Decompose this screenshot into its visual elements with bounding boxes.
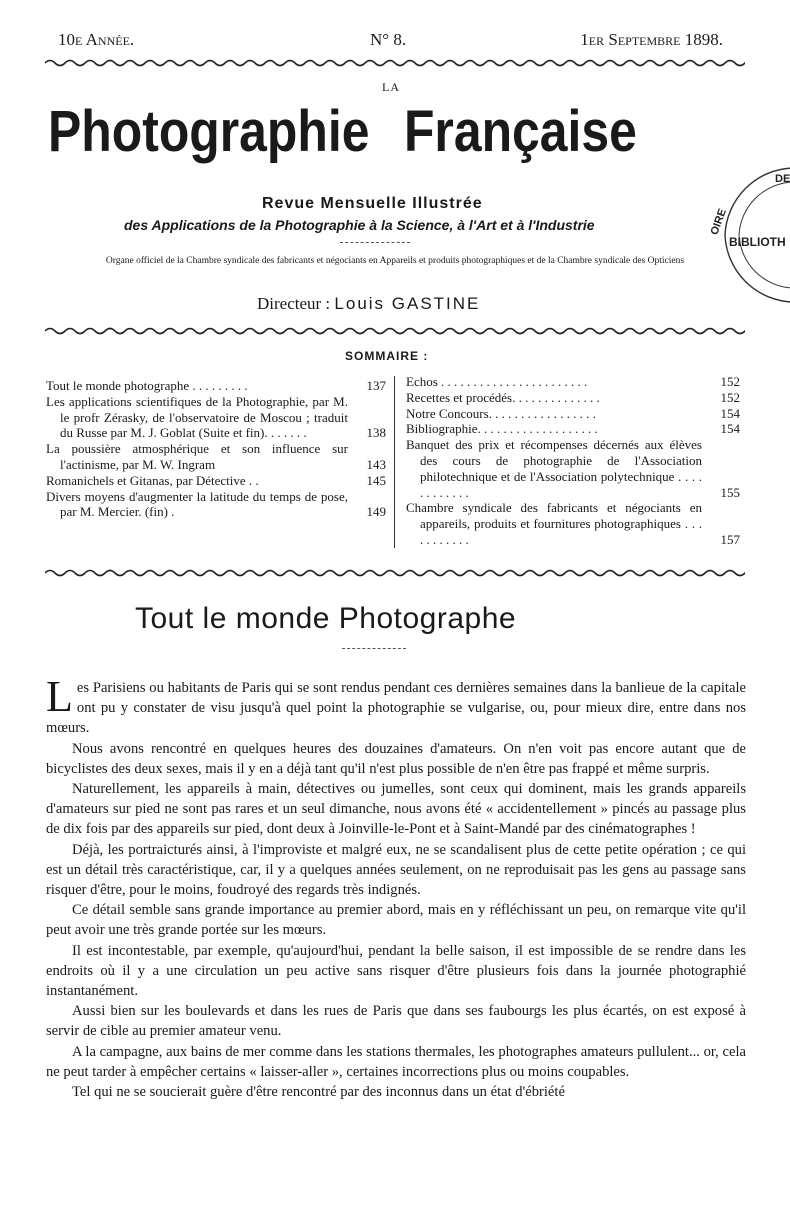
sommaire-left-column <box>46 378 386 520</box>
issue-date: 1er Septembre 1898. <box>580 30 723 49</box>
drop-cap: L <box>46 672 73 721</box>
issue-header <box>58 30 723 52</box>
article-title: Tout le monde Photographe <box>135 602 517 635</box>
article-body <box>46 672 746 1102</box>
masthead-article: LA <box>382 80 400 94</box>
article-paragraph: Ce détail semble sans grande importance au premier abord, mais en y réfléchissant un peu, on remarque vite qu'il peut avoir une très grande portée sur les mœurs. <box>46 902 746 939</box>
sommaire-title: SOMMAIRE : <box>345 349 429 363</box>
toc-entry: Recettes et procédés. . . . . . . . . . . . . . 152 <box>406 389 740 405</box>
article-paragraph: Tel qui ne se soucierait guère d'être rencontré par des inconnus dans un état d'ébriété <box>72 1084 565 1101</box>
toc-entry: Notre Concours. . . . . . . . . . . . . . . . . 154 <box>406 405 740 421</box>
title-divider <box>342 648 406 649</box>
toc-entry: La poussière atmosphérique et son influence sur l'actinisme, par M. W. Ingram 143 <box>46 441 386 472</box>
article-paragraph: A la campagne, aux bains de mer comme dans les stations thermales, les photographes amateurs pullulent... or, cela ne peut tarder à empêcher certains « laisser-aller », certaines incorrections plus ou moins coupables. <box>46 1043 746 1080</box>
article-paragraph: Naturellement, les appareils à main, détectives ou jumelles, sont ceux qui dominent, mais les grands appareils d'amateurs sur pied ne sont pas rares et un seul dimanche, nous avons été « accidentellement » pincés au passage plus de dix fois par des appareils sur pied, dont deux à Joinville-le-Pont et à Saint-Mandé par des cinématographes ! <box>46 781 746 838</box>
library-stamp <box>705 160 790 310</box>
article-paragraph: Nous avons rencontré en quelques heures des douzaines d'amateurs. On n'en voit pas encore autant que de bicyclistes des deux sexes, mais il y en a déjà tant qu'il n'est plus possible de n'en être pas frappé et même surpris. <box>46 740 746 777</box>
article-paragraph: Aussi bien sur les boulevards et dans les rues de Paris que dans ses faubourgs les plus écartés, on est exposé à servir de cible au premier amateur venu. <box>46 1003 746 1040</box>
toc-entry: Tout le monde photographe . . . . . . . . . 137 <box>46 378 386 393</box>
masthead-title: Photographie Française <box>48 99 637 164</box>
article-paragraph: Il est incontestable, par exemple, qu'aujourd'hui, pendant la belle saison, il est impossible de se rendre dans les endroits où il y a une circulation un peu active sans risquer d'être plusieurs fois dans la journée photographié instantanément. <box>46 942 746 1000</box>
toc-entry: Banquet des prix et récompenses décernés aux élèves des cours de photographie de l'Association philotechnique et de l'Association polytechnique . . . . . . . . . . . . 155 <box>406 437 740 500</box>
issue-year: 10e Année. <box>58 30 135 49</box>
sommaire-right-column <box>406 374 740 548</box>
toc-entry: Les applications scientifiques de la Photographie, par M. le profr Zérasky, de l'observatoire de Moscou ; traduit du Russe par M. J. Goblat (Suite et fin). . . . . . . 138 <box>46 393 386 441</box>
toc-entry: Romanichels et Gitanas, par Détective . . 145 <box>46 472 386 488</box>
article-paragraph: Déjà, les portraicturés ainsi, à l'improviste et malgré eux, ne se scandalisent plus de cette petite opération ; ce qui est un détail très caractéristique, car, il y a quelques années seulement, on ne reproduisait pas les gens au passage sans risquer d'être, pour le moins, foudroyé des regards très indignés. <box>46 841 746 899</box>
toc-entry: Chambre syndicale des fabricants et négociants en appareils, produits et fournitures photographiques . . . . . . . . . . . 157 <box>406 500 740 547</box>
toc-entry: Bibliographie. . . . . . . . . . . . . . . . . . . 154 <box>406 421 740 437</box>
toc-entry: Echos . . . . . . . . . . . . . . . . . . . . . . . 152 <box>406 374 740 389</box>
stamp-text-1: DE <box>775 173 790 185</box>
article-paragraph: Les Parisiens ou habitants de Paris qui se sont rendus pendant ces dernières semaines dans la banlieue de la capitale ont pu y constater de visu jusqu'à quel point la photographie se vulgarise, ou, pour mieux dire, entre dans nos mœurs. <box>46 672 746 737</box>
tagline-divider <box>340 242 410 244</box>
organe-officiel: Organe officiel de la Chambre syndicale des fabricants et négociants en Appareils et produits photographiques et de la Chambre syndicale des Opticiens <box>105 256 685 266</box>
sommaire-column-divider <box>394 376 395 548</box>
masthead-subtitle: Revue Mensuelle Illustrée <box>262 195 483 212</box>
stamp-text-3: BIBLIOTH <box>729 235 786 249</box>
issue-number: N° 8. <box>370 30 407 49</box>
masthead-tagline: des Applications de la Photographie à la Science, à l'Art et à l'Industrie <box>124 217 595 233</box>
ornament-rule-middle <box>45 326 745 336</box>
toc-entry: Divers moyens d'augmenter la latitude du temps de pose, par M. Mercier. (fin) . 149 <box>46 488 386 520</box>
ornament-rule-top <box>45 58 745 68</box>
stamp-text-2: OIRE <box>708 207 729 237</box>
directeur-name: Louis GASTINE <box>334 294 481 313</box>
directeur-line <box>257 294 480 314</box>
directeur-label: Directeur : <box>257 294 331 313</box>
ornament-rule-bottom <box>45 568 745 578</box>
